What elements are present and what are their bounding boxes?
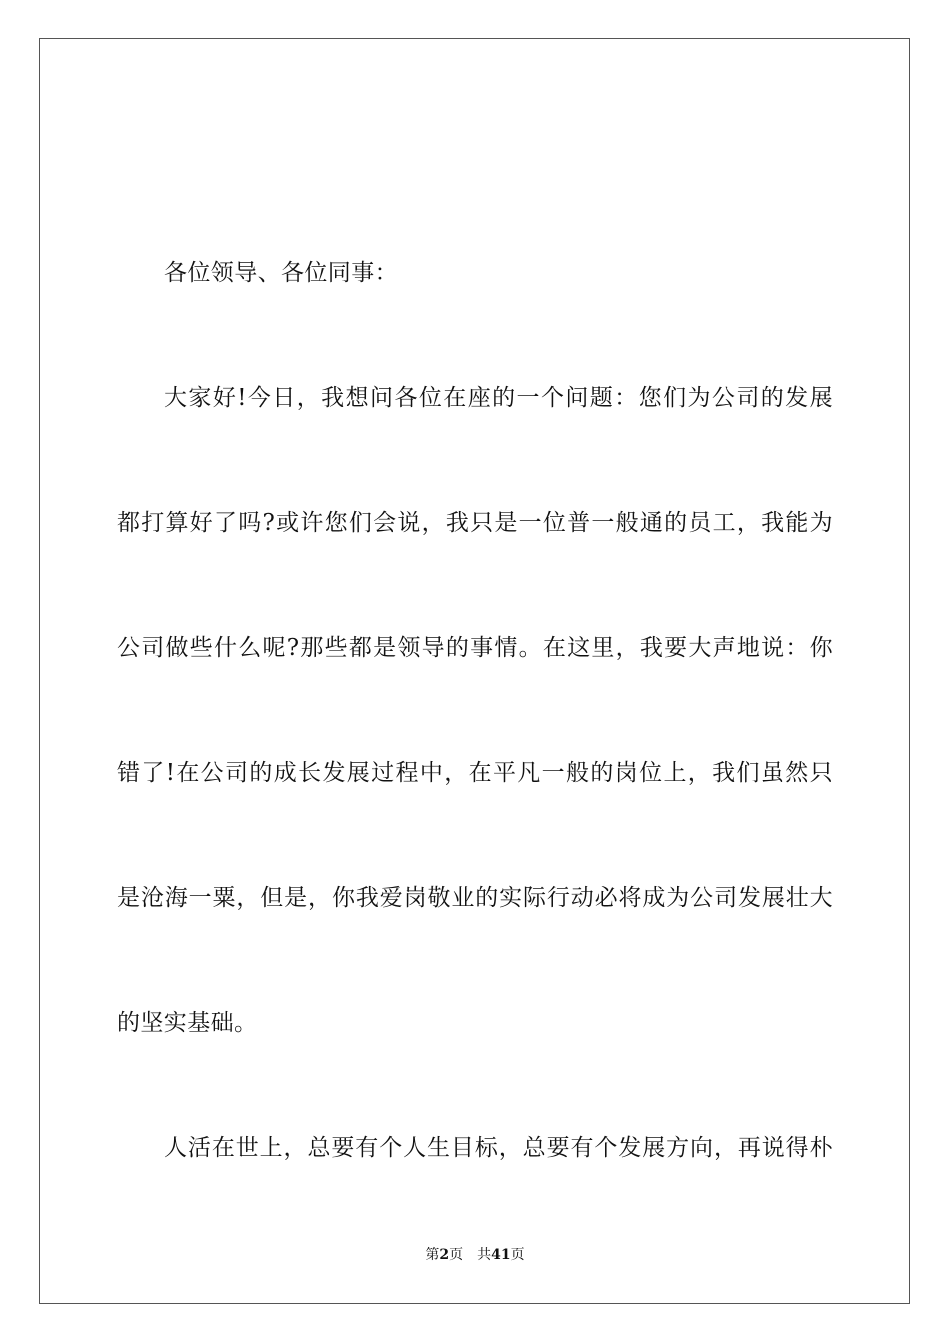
total-suffix: 页 (510, 1247, 525, 1263)
total-pages: 41 (491, 1247, 511, 1263)
page-prefix: 第 (425, 1247, 440, 1263)
page-number: 2 (439, 1247, 450, 1263)
paragraph-1-line-4: 错了!在公司的成长发展过程中，在平凡一般的岗位上，我们虽然只 (117, 760, 833, 786)
paragraph-1-line-1: 大家好!今日，我想问各位在座的一个问题：您们为公司的发展 (164, 385, 833, 411)
salutation-line: 各位领导、各位同事： (164, 260, 398, 286)
page-footer (0, 1246, 950, 1264)
paragraph-1-line-5: 是沧海一粟，但是，你我爱岗敬业的实际行动必将成为公司发展壮大 (117, 885, 833, 911)
paragraph-1-line-3: 公司做些什么呢?那些都是领导的事情。在这里，我要大声地说：你 (117, 635, 833, 661)
paragraph-1-line-2: 都打算好了吗?或许您们会说，我只是一位普一般通的员工，我能为 (117, 510, 833, 536)
page-suffix: 页 (449, 1247, 464, 1263)
total-prefix: 共 (477, 1247, 492, 1263)
paragraph-2-line-1: 人活在世上，总要有个人生目标，总要有个发展方向，再说得朴 (164, 1135, 833, 1161)
paragraph-1-line-6: 的坚实基础。 (117, 1010, 258, 1036)
page-border (39, 38, 910, 1304)
